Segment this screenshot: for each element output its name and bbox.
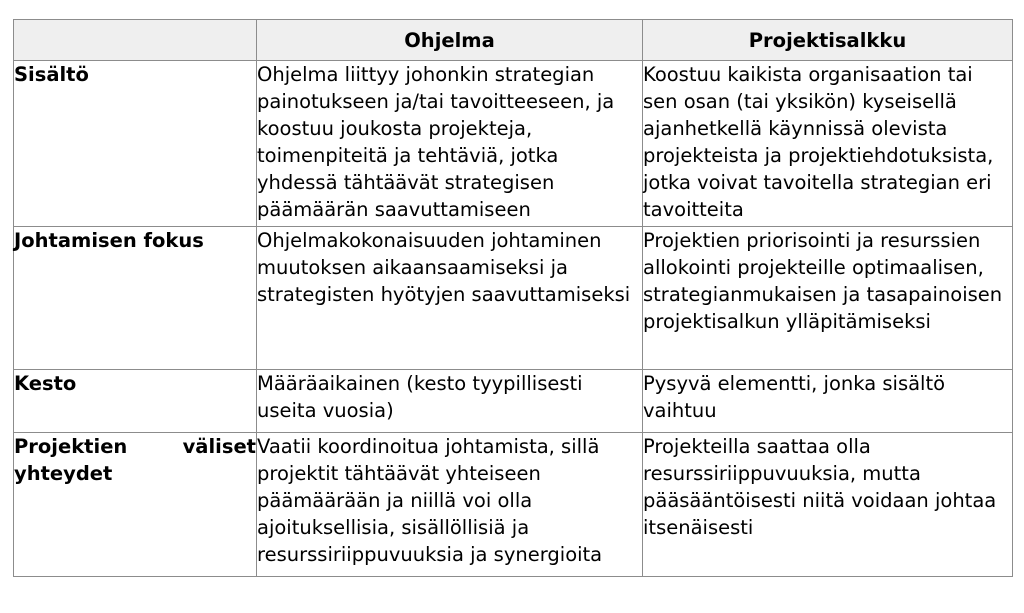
row-label: Johtamisen fokus xyxy=(14,227,257,370)
header-projektisalkku: Projektisalkku xyxy=(643,20,1013,61)
header-ohjelma: Ohjelma xyxy=(257,20,643,61)
projektisalkku-cell: Projektien priorisointi ja resurssien allokointi projekteille optimaalisen, strategianmukaisen ja tasapainoisen projektisalkun ylläpitämiseksi xyxy=(643,227,1013,370)
table-row xyxy=(14,370,1013,433)
projektisalkku-cell: Pysyvä elementti, jonka sisältö vaihtuu xyxy=(643,370,1013,433)
comparison-table xyxy=(13,19,1013,577)
table-row xyxy=(14,227,1013,370)
row-label: Sisältö xyxy=(14,61,257,227)
table-row xyxy=(14,61,1013,227)
header-row xyxy=(14,20,1013,61)
row-label: Projektien väliset yhteydet xyxy=(14,433,257,577)
ohjelma-cell: Ohjelma liittyy johonkin strategian painotukseen ja/tai tavoitteeseen, ja koostuu joukosta projekteja, toimenpiteitä ja tehtäviä, jotka yhdessä tähtäävät strategisen päämäärän saavuttamiseen xyxy=(257,61,643,227)
header-blank-cell xyxy=(14,20,257,61)
table-row xyxy=(14,433,1013,577)
row-label: Kesto xyxy=(14,370,257,433)
ohjelma-cell: Vaatii koordinoitua johtamista, sillä projektit tähtäävät yhteiseen päämäärään ja niillä voi olla ajoituksellisia, sisällöllisiä ja resurssiriippuvuuksia ja synergioita xyxy=(257,433,643,577)
projektisalkku-cell: Projekteilla saattaa olla resurssiriippuvuuksia, mutta pääsääntöisesti niitä voidaan johtaa itsenäisesti xyxy=(643,433,1013,577)
ohjelma-cell: Ohjelmakokonaisuuden johtaminen muutoksen aikaansaamiseksi ja strategisten hyötyjen saavuttamiseksi xyxy=(257,227,643,370)
projektisalkku-cell: Koostuu kaikista organisaation tai sen osan (tai yksikön) kyseisellä ajanhetkellä käynnissä olevista projekteista ja projektiehdotuksista, jotka voivat tavoitella strategian eri tavoitteita xyxy=(643,61,1013,227)
ohjelma-cell: Määräaikainen (kesto tyypillisesti useita vuosia) xyxy=(257,370,643,433)
